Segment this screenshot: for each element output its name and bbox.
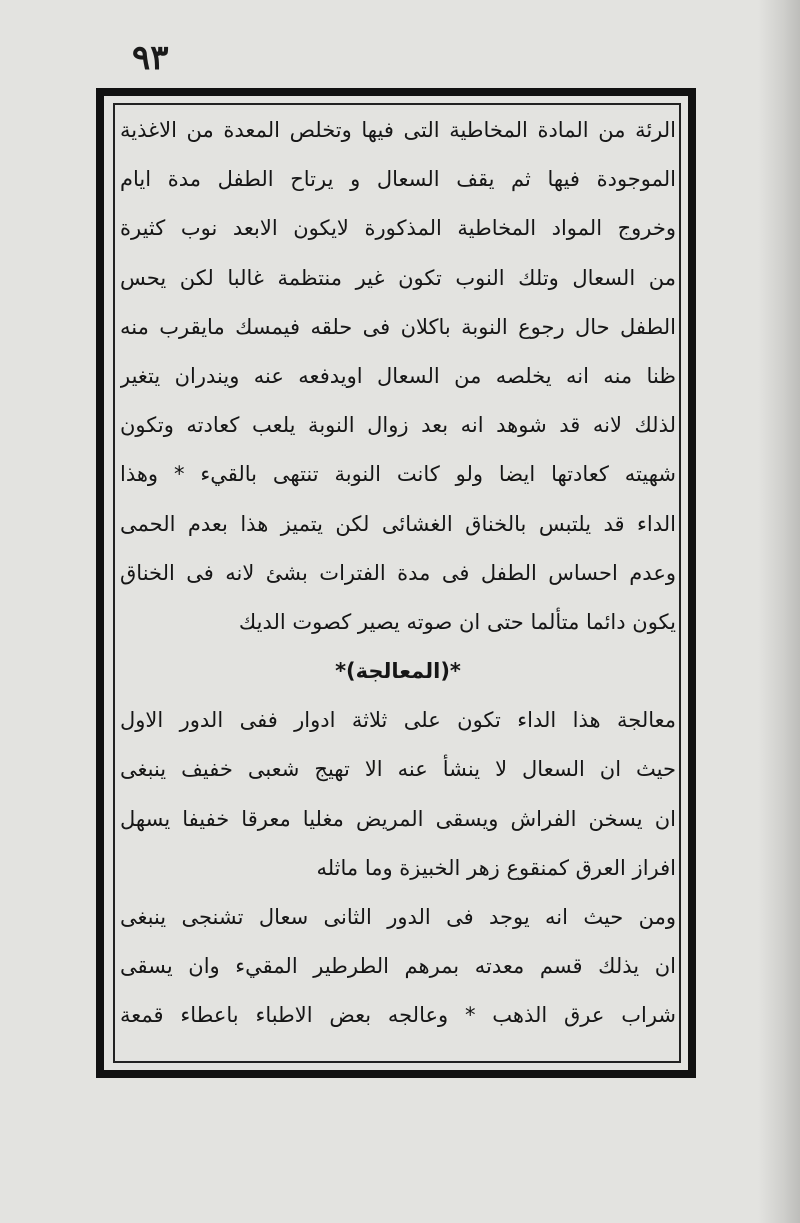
- text-line: الطفل حال رجوع النوبة باكلان فى حلقه فيمسك مايقرب منه: [120, 314, 676, 339]
- text-line: ان يسخن الفراش ويسقى المريض مغليا معرقا خفيفا يسهل: [120, 806, 676, 831]
- text-line: ظنا منه انه يخلصه من السعال اويدفعه عنه ويندران يتغير: [120, 363, 676, 388]
- text-line: افراز العرق كمنقوع زهر الخبيزة وما ماثله: [316, 855, 676, 880]
- text-line: يكون دائما متألما حتى ان صوته يصير كصوت الديك: [238, 609, 676, 634]
- text-line: وعدم احساس الطفل فى مدة الفترات بشئ لانه فى الخناق: [120, 560, 676, 585]
- text-line: من السعال وتلك النوب تكون غير منتظمة غالبا لكن يحس: [120, 265, 676, 290]
- section-heading: *(المعالجة)*: [335, 659, 461, 684]
- text-line: الرئة من المادة المخاطية التى فيها وتخلص المعدة من الاغذية: [120, 118, 676, 142]
- text-line: ومن حيث انه يوجد فى الدور الثانى سعال تشنجى ينبغى: [120, 905, 676, 929]
- text-line: لذلك لانه قد شوهد انه بعد زوال النوبة يلعب كعادته وتكون: [120, 413, 676, 438]
- text-line: ان يذلك قسم معدته بمرهم الطرطير المقيء وان يسقى: [120, 954, 676, 979]
- page-gutter-shadow: [758, 0, 800, 1223]
- page-number: ٩٣: [132, 38, 169, 78]
- text-line: شهيته كعادتها ايضا ولو كانت النوبة تنتهى بالقيء * وهذا: [120, 462, 676, 487]
- text-line: الداء قد يلتبس بالخناق الغشائى لكن يتميز هذا بعدم الحمى: [120, 511, 676, 536]
- text-line: حيث ان السعال لا ينشأ عنه الا تهيج شعبى خفيف ينبغى: [120, 757, 676, 782]
- text-line: الموجودة فيها ثم يقف السعال و يرتاح الطفل مدة ايام: [120, 167, 676, 192]
- text-line: شراب عرق الذهب * وعالجه بعض الاطباء باعطاء قمعة: [120, 1003, 676, 1028]
- text-line: معالجة هذا الداء تكون على ثلاثة ادوار ففى الدور الاول: [120, 708, 676, 733]
- text-line: وخروج المواد المخاطية المذكورة لايكون الابعد نوب كثيرة: [120, 216, 676, 241]
- body-text: [120, 106, 676, 1041]
